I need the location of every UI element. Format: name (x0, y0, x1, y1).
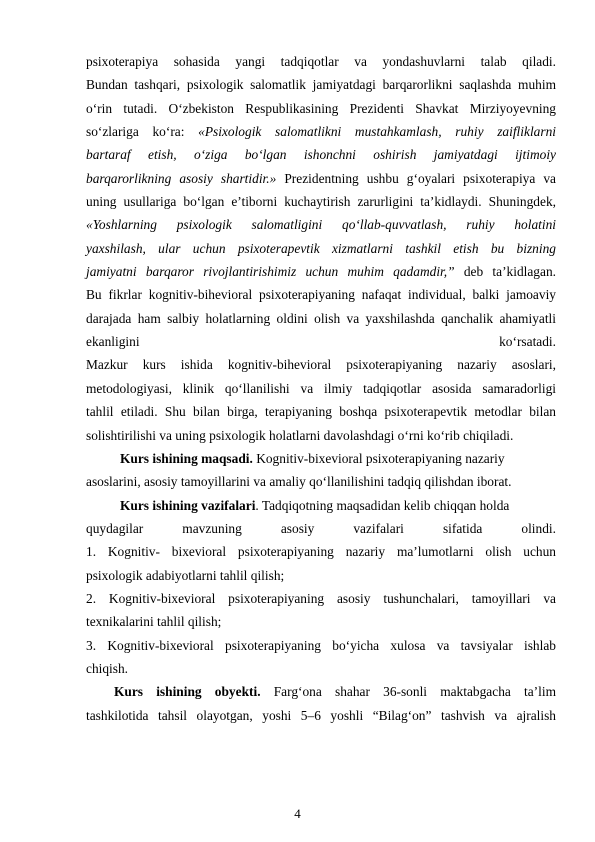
text-line (86, 213, 556, 236)
task-item: 3. Kognitiv-bixevioral psixoterapiyaning bo‘yicha xulosa va tavsiyalar ishlab (86, 637, 556, 653)
text-line (86, 167, 556, 190)
task-item: texnikalarini tahlil qilish; (86, 614, 222, 630)
quote-text: bartaraf etish, o‘ziga bo‘lgan ishonchni oshirish jamiyatdagi ijtimoiy (86, 147, 556, 163)
text-span: deb ta’kidlagan. (454, 264, 556, 280)
quote-text: «Yoshlarning psixologik salomatligini qo‘llab-quvvatlash, ruhiy holatini (86, 217, 556, 233)
object-text: Farg‘ona shahar 36-sonli maktabgacha ta’lim (260, 684, 556, 700)
text-line (86, 237, 556, 260)
text-line (86, 260, 556, 283)
object-title: Kurs ishining obyekti. (114, 684, 261, 700)
text-line: Bundan tashqari, psixologik salomatlik jamiyatdagi barqarorlikni saqlashda muhim (86, 77, 556, 93)
quote-text: barqarorlikning asosiy shartidir.» (86, 170, 277, 186)
goal-line: asoslarini, asosiy tamoyillarini va amaliy qo‘llanilishini tadqiq qilishdan iborat. (86, 474, 512, 490)
text-line: solishtirilishi va uning psixologik holatlarni davolashdagi o‘rni ko‘rib chiqiladi. (86, 427, 514, 443)
text-line: Bu fikrlar kognitiv-bihevioral psixoterapiyaning nafaqat individual, balki jamoaviy (86, 287, 556, 303)
quote-text: jamiyatni barqaror rivojlantirishimiz uchun muhim qadamdir,” (86, 264, 455, 280)
text-line: psixoterapiya sohasida yangi tadqiqotlar va yondashuvlarni talab qiladi. (86, 54, 556, 69)
text-line: tahlil etiladi. Shu bilan birga, terapiyaning boshqa psixoterapevtik metodlar bilan (86, 404, 556, 420)
tasks-title: Kurs ishining vazifalari (120, 497, 256, 513)
tasks-line (86, 494, 556, 517)
task-item: 2. Kognitiv-bixevioral psixoterapiyaning asosiy tushunchalari, tamoyillari va (86, 590, 556, 606)
task-item: chiqish. (86, 660, 129, 676)
text-span: ekanligini (86, 334, 140, 350)
text-line: uning usullariga bo‘lgan e’tiborni kuchaytirish zarurligini ta’kidlaydi. Shuningdek, (86, 194, 556, 210)
task-item: 1. Kognitiv- bixevioral psixoterapiyaning nazariy ma’lumotlarni olish uchun (86, 544, 556, 560)
page-number: 4 (294, 806, 301, 821)
text-line: metodologiyasi, klinik qo‘llanilishi va ilmiy tadqiqotlar asosida samaradorligi (86, 380, 556, 396)
text-line (86, 330, 556, 353)
object-line (86, 680, 556, 703)
quote-text: «Psixologik salomatlikni mustahkamlash, ruhiy zaifliklarni (198, 124, 556, 140)
object-line: tashkilotida tahsil olayotgan, yoshi 5–6 yoshli “Bilag‘on” tashvish va ajralish (86, 707, 556, 723)
tasks-line: quydagilar mavzuning asosiy vazifalari sifatida olindi. (86, 520, 556, 536)
text-span: so‘zlariga ko‘ra: (86, 124, 185, 140)
text-line: Mazkur kurs ishida kognitiv-bihevioral psixoterapiyaning nazariy asoslari, (86, 357, 556, 373)
text-line: o‘rin tutadi. O‘zbekiston Respublikasining Prezidenti Shavkat Mirziyoyevning (86, 100, 556, 116)
goal-line (86, 447, 556, 470)
text-line (86, 143, 556, 166)
text-span: ko‘rsatadi. (499, 334, 556, 350)
goal-text: Kognitiv-bixevioral psixoterapiyaning nazariy (252, 450, 505, 466)
task-item: psixologik adabiyotlarni tahlil qilish; (86, 567, 285, 583)
text-line: darajada ham salbiy holatlarning oldini olish va yaxshilashda qanchalik ahamiyatli (86, 310, 556, 326)
body-text (86, 50, 556, 727)
quote-text: yaxshilash, ular uchun psixoterapevtik xizmatlarni tashkil etish bu bizning (86, 240, 556, 256)
text-span: Prezidentning ushbu g‘oyalari psixoterapiya va (276, 170, 556, 186)
tasks-text: . Tadqiqotning maqsadidan kelib chiqqan holda (255, 497, 510, 513)
goal-title: Kurs ishining maqsadi. (120, 450, 253, 466)
text-line (86, 120, 556, 143)
